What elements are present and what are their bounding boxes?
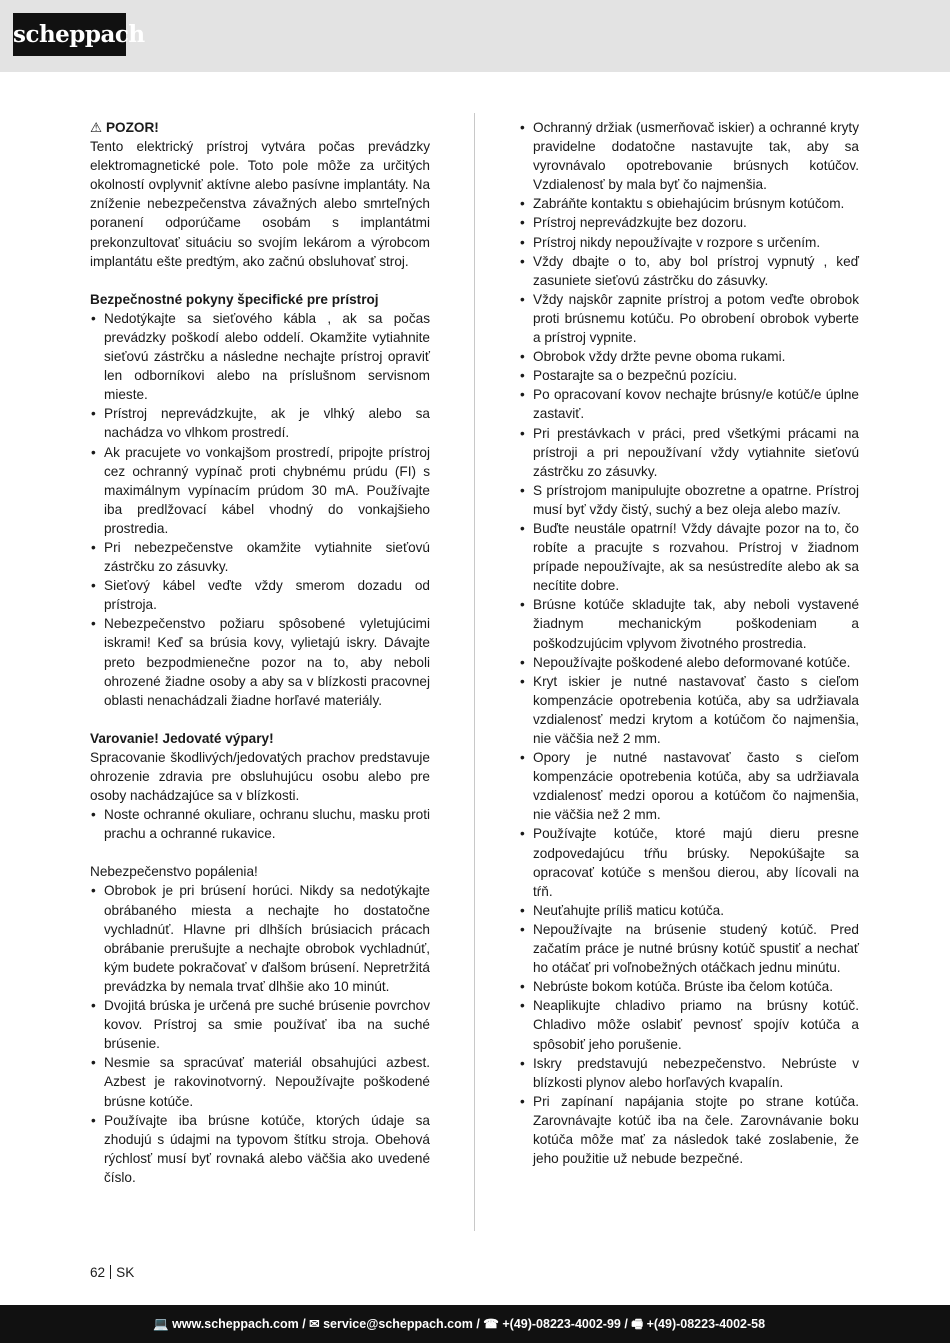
- list-item: • Kryt iskier je nutné nastavovať často s cieľom kompenzácie opotrebenia kotúča, aby sa udržiavala vzdialenosť medzi krytom a kotúčom čo najmenšia, nie väčšia než 2 mm.: [519, 672, 859, 748]
- list-item: • Nebezpečenstvo požiaru spôsobené vyletujúcimi iskrami! Keď sa brúsia kovy, vylietajú iskry. Dávajte preto bezpodmienečne pozor na to, aby neboli ohrozené žiadne osoby a aby sa v blízkosti pracovnej oblasti nenachádzali žiadne horľavé materiály.: [90, 614, 430, 709]
- fumes-heading: Varovanie! Jedovaté výpary!: [90, 730, 274, 746]
- fumes-text: Spracovanie škodlivých/jedovatých prachov predstavuje ohrozenie zdravia pre obsluhujúcu osobu alebo pre osoby nachádzajúce sa v blízkosti.: [90, 749, 430, 804]
- list-item: • Obrobok je pri brúsení horúci. Nikdy sa nedotýkajte obrábaného miesta a nechajte ho dostatočne vychladnúť. Hlavne pri dlhších brúsiacich prácach obrábanie prerušujte a nechajte obrobok vychladnúť, kým budete pokračovať v ďalšom brúsení. Nepretržitá prevádzka by nemala trvať dlhšie ako 10 minút.: [90, 881, 430, 996]
- list-item: • Nesmie sa spracúvať materiál obsahujúci azbest. Azbest je rakovinotvorný. Nepoužívajte poškodené brúsne kotúče.: [90, 1053, 430, 1110]
- list-item: • Noste ochranné okuliare, ochranu sluchu, masku proti prachu a ochranné rukavice.: [90, 805, 430, 843]
- list-item: • Sieťový kábel veďte vždy smerom dozadu od prístroja.: [90, 576, 430, 614]
- list-item: • Pri zapínaní napájania stojte po strane kotúča. Zarovnávajte kotúč iba na čele. Zarovnávanie boku kotúča môže mať za následok také zoslabenie, že jeho použitie už nebude bezpečné.: [519, 1092, 859, 1168]
- page-header: [0, 0, 950, 72]
- email-link[interactable]: service@scheppach.com: [323, 1317, 473, 1331]
- burn-heading: Nebezpečenstvo popálenia!: [90, 864, 258, 880]
- footer-separator: /: [298, 1317, 310, 1331]
- safety-list: [90, 309, 430, 710]
- footer-contacts: [153, 1305, 765, 1343]
- right-column: [519, 118, 859, 1168]
- computer-icon: 💻: [153, 1317, 169, 1331]
- page-footer: [0, 1305, 950, 1343]
- list-item: • Neuťahujte príliš maticu kotúča.: [519, 901, 859, 920]
- spacer: [90, 843, 430, 862]
- list-item: • Prístroj nikdy nepoužívajte v rozpore s určením.: [519, 233, 859, 252]
- website-link[interactable]: www.scheppach.com: [172, 1317, 299, 1331]
- page-language: SK: [116, 1265, 135, 1280]
- fax-number: +(49)-08223-4002-58: [646, 1317, 766, 1331]
- list-item: • Dvojitá brúska je určená pre suché brúsenie povrchov kovov. Prístroj sa smie používať iba na suché brúsenie.: [90, 996, 430, 1053]
- list-item: • Obrobok vždy držte pevne oboma rukami.: [519, 347, 859, 366]
- phone-icon: ☎: [483, 1317, 499, 1331]
- list-item: • Nepoužívajte poškodené alebo deformované kotúče.: [519, 653, 859, 672]
- spacer: [90, 710, 430, 729]
- list-item: • Ochranný držiak (usmerňovač iskier) a ochranné kryty pravidelne dodatočne nastavujte tak, aby sa vyrovnávalo opotrebovanie brúsnych kotúčov. Vzdialenosť by mala byť čo najmenšia.: [519, 118, 859, 194]
- list-item: • Nebrúste bokom kotúča. Brúste iba čelom kotúča.: [519, 977, 859, 996]
- list-item: • Brúsne kotúče skladujte tak, aby neboli vystavené žiadnym mechanickým poškodeniam a poškodzujúcim vplyvom životného prostredia.: [519, 595, 859, 652]
- list-item: • Používajte iba brúsne kotúče, ktorých údaje sa zhodujú s údajmi na typovom štítku stroja. Obehová rýchlosť musí byť rovnaká alebo väčšia ako uvedené číslo.: [90, 1111, 430, 1187]
- list-item: • Používajte kotúče, ktoré majú dieru presne zodpovedajúcu tŕňu brúsky. Nepokúšajte sa opracovať kotúče s menšou dierou, aby lícovali na tŕň.: [519, 824, 859, 900]
- list-item: • Prístroj neprevádzkujte bez dozoru.: [519, 213, 859, 232]
- list-item: • Nepoužívajte na brúsenie studený kotúč. Pred začatím práce je nutné brúsny kotúč spustiť a nechať ho otáčať pri voľnobežných otáčkach jednu minútu.: [519, 920, 859, 977]
- warning-heading: [90, 118, 430, 137]
- list-item: • S prístrojom manipulujte obozretne a opatrne. Prístroj musí byť vždy čistý, suchý a bez oleja alebo mazív.: [519, 481, 859, 519]
- list-item: • Nedotýkajte sa sieťového kábla , ak sa počas prevádzky poškodí alebo oddelí. Okamžite vytiahnite sieťovú zástrčku a následne nechajte prístroj opraviť len odborníkovi alebo na príslušnom servisnom mieste.: [90, 309, 430, 404]
- page-number-separator: [110, 1265, 111, 1279]
- list-item: • Iskry predstavujú nebezpečenstvo. Nebrúste v blízkosti plynov alebo horľavých kvapalín.: [519, 1054, 859, 1092]
- fumes-list: [90, 805, 430, 843]
- list-item: • Neaplikujte chladivo priamo na brúsny kotúč. Chladivo môže oslabiť pevnosť spojív kotúča a spôsobiť jeho porušenie.: [519, 996, 859, 1053]
- page-number-value: 62: [90, 1265, 106, 1280]
- warning-triangle-icon: ⚠: [90, 120, 103, 135]
- list-item: • Vždy dbajte o to, aby bol prístroj vypnutý , keď zasuniete sieťovú zástrčku do zásuvky.: [519, 252, 859, 290]
- list-item: • Vždy najskôr zapnite prístroj a potom veďte obrobok proti brúsnemu kotúču. Po obrobení obrobok vyberte a prístroj vypnite.: [519, 290, 859, 347]
- list-item: • Pri nebezpečenstve okamžite vytiahnite sieťovú zástrčku zo zásuvky.: [90, 538, 430, 576]
- list-item: • Opory je nutné nastavovať často s cieľom kompenzácie opotrebenia kotúča, aby sa udržiavala vzdialenosť medzi oporou a kotúčom čo najmenšia, nie väčšia než 2 mm.: [519, 748, 859, 824]
- mail-icon: ✉: [309, 1317, 320, 1331]
- list-item: • Prístroj neprevádzkujte, ak je vlhký alebo sa nachádza vo vlhkom prostredí.: [90, 404, 430, 442]
- brand-logo: scheppach: [13, 13, 126, 56]
- list-item: • Pri prestávkach v práci, pred všetkými prácami na prístroji a pri nepoužívaní vždy vytiahnite sieťovú zástrčku zo zásuvky.: [519, 424, 859, 481]
- list-item: • Po opracovaní kovov nechajte brúsny/e kotúč/e úplne zastaviť.: [519, 385, 859, 423]
- list-item: • Buďte neustále opatrní! Vždy dávajte pozor na to, čo robíte a pracujte s rozvahou. Prístroj v žiadnom prípade nepoužívajte, ak sa nesústredíte alebo ak sa necítite dobre.: [519, 519, 859, 595]
- warning-text: Tento elektrický prístroj vytvára počas prevádzky elektromagnetické pole. Toto pole môže za určitých okolností ovplyvniť aktívne alebo pasívne implantáty. Na zníženie nebezpečenstva závažných alebo smrteľných poranení odporúčame osobám s implantátmi prekonzultovať situáciu so svojím lekárom a výrobcom implantátu ešte predtým, ako začnú obsluhovať stroj.: [90, 139, 430, 269]
- list-item: • Zabráňte kontaktu s obiehajúcim brúsnym kotúčom.: [519, 194, 859, 213]
- safety-heading: Bezpečnostné pokyny špecifické pre prístroj: [90, 291, 379, 307]
- footer-separator: /: [472, 1317, 484, 1331]
- list-item: • Postarajte sa o bezpečnú pozíciu.: [519, 366, 859, 385]
- left-column: [90, 118, 430, 1187]
- list-item: • Ak pracujete vo vonkajšom prostredí, pripojte prístroj cez ochranný vypínač proti chybnému prúdu (FI) s maximálnym vypínacím prúdom 30 mA. Používajte iba predlžovací kábel vhodný do vonkajšieho prostredia.: [90, 443, 430, 538]
- burn-list: [90, 881, 430, 1187]
- footer-separator: /: [620, 1317, 632, 1331]
- page-number: [90, 1265, 134, 1280]
- fax-icon: 🖷: [631, 1317, 644, 1331]
- right-list: [519, 118, 859, 1168]
- warning-title: POZOR!: [105, 120, 159, 135]
- column-divider: [474, 113, 475, 1231]
- phone-number: +(49)-08223-4002-99: [502, 1317, 621, 1331]
- spacer: [90, 271, 430, 290]
